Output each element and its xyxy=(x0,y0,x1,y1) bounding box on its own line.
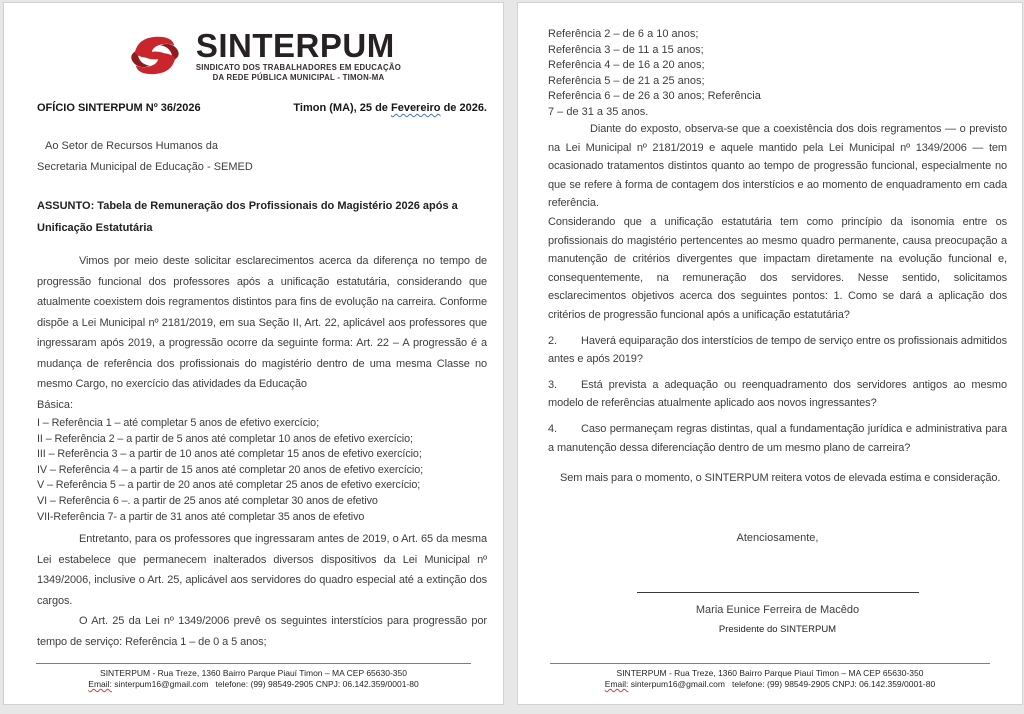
recipient-block xyxy=(37,136,487,178)
footer-address-line: SINTERPUM - Rua Treze, 1360 Bairro Parque Piauí Timon – MA CEP 65630-350 xyxy=(100,668,407,679)
question-text: Haverá equiparação dos interstícios de tempo de serviço entre os profissionais admitidos antes e após 2019? xyxy=(548,334,1007,366)
email-label-spellcheck-underline: Email: xyxy=(604,679,629,690)
footer-phone-cnpj: telefone: (99) 98549-2905 CNPJ: 06.142.359/0001-80 xyxy=(732,679,936,690)
list-item: 7 – de 31 a 35 anos. xyxy=(548,105,649,118)
list-item: IV – Referência 4 – a partir de 15 anos até completar 20 anos de efetivo exercício; xyxy=(37,463,424,476)
footer-phone-cnpj: telefone: (99) 98549-2905 CNPJ: 06.142.359/0001-80 xyxy=(215,679,419,690)
list-item: I – Referência 1 – até completar 5 anos de efetivo exercício; xyxy=(37,417,319,429)
page-footer xyxy=(18,663,489,690)
email-label-spellcheck-underline: Email: xyxy=(88,679,112,690)
footer-email: sinterpum16@gmail.com xyxy=(630,679,725,690)
logo-title: SINTERPUM xyxy=(195,27,395,64)
logo-subtitle-line2: DA REDE PÚBLICA MUNICIPAL - TIMON-MA xyxy=(212,72,385,82)
footer-address-line: SINTERPUM - Rua Treze, 1360 Bairro Parque Piauí Timon – MA CEP 65630-350 xyxy=(616,668,924,679)
recipient-line-2: Secretaria Municipal de Educação - SEMED xyxy=(37,161,253,173)
recipient-line-1: Ao Setor de Recursos Humanos da xyxy=(45,140,219,152)
letter-date: Timon (MA), 25 de Fevereiro de 2026. xyxy=(293,102,487,114)
signature-line xyxy=(637,592,919,593)
oficio-header-row xyxy=(37,102,487,114)
progression-list xyxy=(37,416,487,525)
body-paragraph-1-tail: Básica: xyxy=(37,398,74,411)
question-text: Está prevista a adequação ou reenquadramento dos servidores antigos ao mesmo modelo de referências atualmente aplicado aos novos ingressantes? xyxy=(548,378,1007,410)
question-number: 4. xyxy=(548,422,557,435)
reference-interval-list xyxy=(548,27,1007,120)
list-item: VI – Referência 6 –. a partir de 25 anos até completar 30 anos de efetivo xyxy=(37,494,378,507)
list-item: III – Referência 3 – a partir de 10 anos até completar 15 anos de efetivo exercício; xyxy=(37,448,422,461)
oficio-number: OFÍCIO SINTERPUM Nº 36/2026 xyxy=(37,102,201,114)
logo-text xyxy=(196,29,401,82)
list-item: Referência 2 – de 6 a 10 anos; xyxy=(548,28,699,40)
body-paragraph-4: Diante do exposto, observa-se que a coexistência dos dois regramentos — o previsto na Lei Municipal nº 2181/2019 e aquele mantido pela Lei Municipal nº 1349/2006 — tem ocasionado tratamentos distintos quanto ao tempo de progressão funcional, especialmente no que se refere à forma de contagem dos interstícios e ao momento de enquadramento em cada referência. xyxy=(548,123,1007,210)
body-paragraph-2: Entretanto, para os professores que ingressaram antes de 2019, o Art. 65 da mesma Lei estabelece que permanecem inalterados diversos dispositivos da Lei Municipal nº 1349/2006, inclusive o Art. 25, aplicável aos servidores do quadro especial até a extinção dos cargos. xyxy=(37,533,487,607)
list-item: Referência 4 – de 16 a 20 anos; xyxy=(548,59,705,71)
question-2 xyxy=(548,332,1007,369)
subject-heading: ASSUNTO: Tabela de Remuneração dos Profissionais do Magistério 2026 após a Unificação Estatutária xyxy=(37,200,458,234)
footer-contact-line xyxy=(532,679,1008,690)
letter-page-1 xyxy=(3,2,504,705)
footer-divider xyxy=(36,663,471,664)
list-item: Referência 5 – de 21 a 25 anos; xyxy=(548,74,705,87)
salutation: Atenciosamente, xyxy=(736,531,819,544)
signer-role: Presidente do SINTERPUM xyxy=(718,623,837,635)
question-number: 2. xyxy=(548,334,557,347)
footer-contact-line xyxy=(18,679,489,690)
page-footer xyxy=(532,663,1008,690)
body-paragraph-1: Vimos por meio deste solicitar esclarecimentos acerca da diferença no tempo de progressão funcional dos professores após a unificação estatutária, considerando que atualmente coexistem dois regramentos distintos para fins de evolução na carreira. Conforme dispõe a Lei Municipal nº 2181/2019, em sua Seção II, Art. 22, aplicável aos professores que ingressaram após 2019, a progressão ocorre da seguinte forma: Art. 22 – A progressão é a mudança de referência dos profissionais do magistério dentro de uma mesma Classe no mesmo Cargo, no exercício das atividades da Educação xyxy=(37,255,487,390)
list-item: II – Referência 2 – a partir de 5 anos até completar 10 anos de efetivo exercício; xyxy=(37,432,413,445)
list-item: VII-Referência 7- a partir de 31 anos até completar 35 anos de efetivo xyxy=(37,510,365,523)
list-item: Referência 3 – de 11 a 15 anos; xyxy=(548,43,704,56)
sinterpum-logo xyxy=(123,29,401,83)
letter-page-2 xyxy=(517,2,1023,705)
sinterpum-swoosh-icon xyxy=(123,29,187,83)
footer-email: sinterpum16@gmail.com xyxy=(114,679,209,690)
body-paragraph-3: O Art. 25 da Lei nº 1349/2006 prevê os seguintes interstícios para progressão por tempo de serviço: Referência 1 – de 0 a 5 anos; xyxy=(37,615,487,648)
signer-name: Maria Eunice Ferreira de Macêdo xyxy=(695,603,860,616)
list-item: Referência 6 – de 26 a 30 anos; Referência xyxy=(548,90,761,102)
footer-divider xyxy=(550,663,990,664)
list-item: V – Referência 5 – a partir de 20 anos até completar 25 anos de efetivo exercício; xyxy=(37,479,421,492)
signature-block xyxy=(548,592,1007,635)
date-month-grammar-underline: Fevereiro xyxy=(390,102,441,114)
question-number: 3. xyxy=(548,378,557,391)
closing-paragraph: Sem mais para o momento, o SINTERPUM reitera votos de elevada estima e consideração. xyxy=(560,472,1001,485)
question-3 xyxy=(548,376,1007,413)
logo-subtitle-line1: SINDICATO DOS TRABALHADORES EM EDUCAÇÃO xyxy=(195,63,402,72)
body-paragraph-5: Considerando que a unificação estatutária tem como princípio da isonomia entre os profissionais do magistério pertencentes ao mesmo quadro permanente, causa preocupação a manutenção de critérios divergentes que impactam diretamente na evolução funcional e, consequentemente, na remuneração dos servidores. Nesse sentido, solicitamos esclarecimentos objetivos acerca dos seguintes pontos: 1. Como se dará a aplicação dos critérios de progressão funcional após a unificação estatutária? xyxy=(548,215,1007,321)
question-text: Caso permaneçam regras distintas, qual a fundamentação jurídica e administrativa para a manutenção dessa diferenciação dentro de um mesmo plano de carreira? xyxy=(548,422,1007,454)
question-4 xyxy=(548,420,1007,457)
